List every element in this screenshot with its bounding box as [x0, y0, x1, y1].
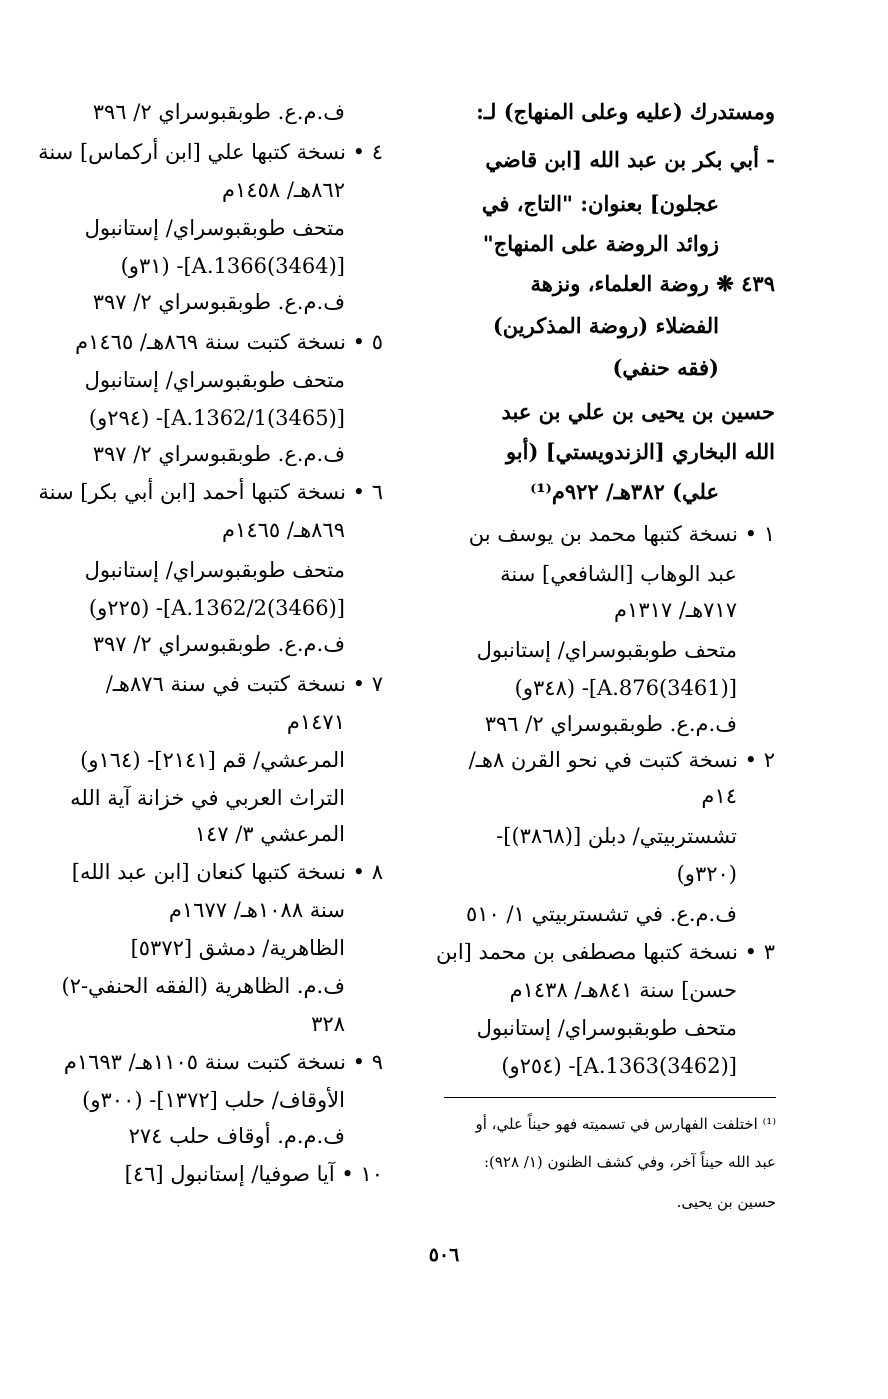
manuscript-line: متحف طوبقبوسراي/ إستانبول	[84, 368, 345, 392]
author-ref-line: - أبي بكر بن عبد الله [ابن قاضي	[485, 147, 775, 172]
catalog-ref: ف.م. الظاهرية (الفقه الحنفي-٢)	[61, 974, 345, 998]
footnote-line: حسين بن يحيى.	[676, 1193, 776, 1211]
manuscript-line: ٢ • نسخة كتبت في نحو القرن ٨هـ/	[468, 748, 775, 772]
catalog-ref: ف.م.ع. طوبقبوسراي ٢/ ٣٩٦	[92, 100, 345, 124]
manuscript-line: ١ • نسخة كتبها محمد بن يوسف بن	[468, 522, 775, 546]
manuscript-line: متحف طوبقبوسراي/ إستانبول	[476, 638, 737, 662]
manuscript-line: ٤ • نسخة كتبها علي [ابن أركماس] سنة	[38, 140, 383, 164]
author-name: الله البخاري [الزندويستي] (أبو	[505, 439, 775, 464]
manuscript-line: تشستربيتي/ دبلن [(٣٨٦٨)]-	[496, 824, 737, 848]
manuscript-line: ٧ • نسخة كتبت في سنة ٨٧٦هـ/	[105, 672, 383, 696]
manuscript-line: [A.1363(3462)]- (٢٥٤و)	[501, 1054, 737, 1078]
manuscript-line: حسن] سنة ٨٤١هـ/ ١٤٣٨م	[509, 978, 737, 1002]
entry-title: ٤٣٩ ❋ روضة العلماء، ونزهة	[530, 271, 775, 296]
manuscript-line: الظاهرية/ دمشق [٥٣٧٢]	[130, 936, 345, 960]
author-ref-line: عجلون] بعنوان: "التاج، في	[481, 191, 719, 216]
manuscript-line: متحف طوبقبوسراي/ إستانبول	[476, 1016, 737, 1040]
catalog-ref: ف.م.ع. طوبقبوسراي ٢/ ٣٩٧	[92, 442, 345, 466]
entry-title: (فقه حنفي)	[612, 355, 719, 380]
manuscript-line: التراث العربي في خزانة آية الله	[70, 786, 345, 810]
catalog-ref: ٣٢٨	[311, 1012, 345, 1036]
manuscript-line: [A.1366(3464)]- (٣١و)	[120, 254, 345, 278]
manuscript-line: متحف طوبقبوسراي/ إستانبول	[84, 216, 345, 240]
manuscript-line: متحف طوبقبوسراي/ إستانبول	[84, 558, 345, 582]
manuscript-line: ٥ • نسخة كتبت سنة ٨٦٩هـ/ ١٤٦٥م	[75, 330, 383, 354]
catalog-ref: المرعشي ٣/ ١٤٧	[194, 822, 345, 846]
intro-line: ومستدرك (عليه وعلى المنهاج) لـ:	[476, 99, 775, 124]
manuscript-line: عبد الوهاب [الشافعي] سنة	[500, 562, 737, 586]
manuscript-line: ١٤م	[701, 784, 737, 808]
catalog-ref: ف.م.ع. طوبقبوسراي ٢/ ٣٩٧	[92, 632, 345, 656]
manuscript-line: ٨ • نسخة كتبها كنعان [ابن عبد الله]	[71, 860, 383, 884]
catalog-ref: ف.م.م. أوقاف حلب ٢٧٤	[128, 1124, 345, 1148]
catalog-ref: ف.م.ع. في تشستربيتي ١/ ٥١٠	[465, 902, 737, 926]
author-name: حسين بن يحيى بن علي بن عبد	[501, 399, 775, 424]
author-name: علي) ٣٨٢هـ/ ٩٢٢م⁽¹⁾	[530, 479, 719, 504]
page-number: ٥٠٦	[428, 1244, 460, 1266]
manuscript-line: ٩ • نسخة كتبت سنة ١١٠٥هـ/ ١٦٩٣م	[63, 1050, 383, 1074]
catalog-ref: ف.م.ع. طوبقبوسراي ٢/ ٣٩٦	[484, 712, 737, 736]
manuscript-line: ٣ • نسخة كتبها مصطفى بن محمد [ابن	[435, 940, 775, 964]
manuscript-line: ١٤٧١م	[286, 710, 345, 734]
catalog-ref: ف.م.ع. طوبقبوسراي ٢/ ٣٩٧	[92, 290, 345, 314]
manuscript-line: ٧١٧هـ/ ١٣١٧م	[614, 598, 737, 622]
manuscript-line: الأوقاف/ حلب [١٣٧٢]- (٣٠٠و)	[82, 1088, 345, 1112]
manuscript-line: [A.1362/2(3466)]- (٢٢٥و)	[88, 596, 345, 620]
footnote-separator	[444, 1097, 776, 1098]
entry-title: الفضلاء (روضة المذكرين)	[492, 313, 719, 338]
manuscript-line: المرعشي/ قم [٢١٤١]- (١٦٤و)	[80, 748, 345, 772]
author-ref-line: زوائد الروضة على المنهاج"	[482, 231, 719, 256]
footnote-line: ⁽¹⁾ اختلفت الفهارس في تسميته فهو حيناً علي، أو	[475, 1115, 776, 1133]
manuscript-line: ١٠ • آيا صوفيا/ إستانبول [٤٦]	[124, 1162, 383, 1186]
manuscript-line: ٨٦٩هـ/ ١٤٦٥م	[222, 518, 345, 542]
manuscript-line: [A.1362/1(3465)]- (٢٩٤و)	[88, 406, 345, 430]
manuscript-line: سنة ١٠٨٨هـ/ ١٦٧٧م	[168, 898, 345, 922]
manuscript-line: [A.876(3461)]- (٣٤٨و)	[514, 676, 737, 700]
footnote-line: عبد الله حيناً آخر، وفي كشف الظنون (١/ ٩٢٨):	[483, 1153, 776, 1171]
manuscript-line: (٣٢٠و)	[676, 862, 737, 886]
manuscript-line: ٨٦٢هـ/ ١٤٥٨م	[222, 178, 345, 202]
manuscript-line: ٦ • نسخة كتبها أحمد [ابن أبي بكر] سنة	[38, 480, 383, 504]
